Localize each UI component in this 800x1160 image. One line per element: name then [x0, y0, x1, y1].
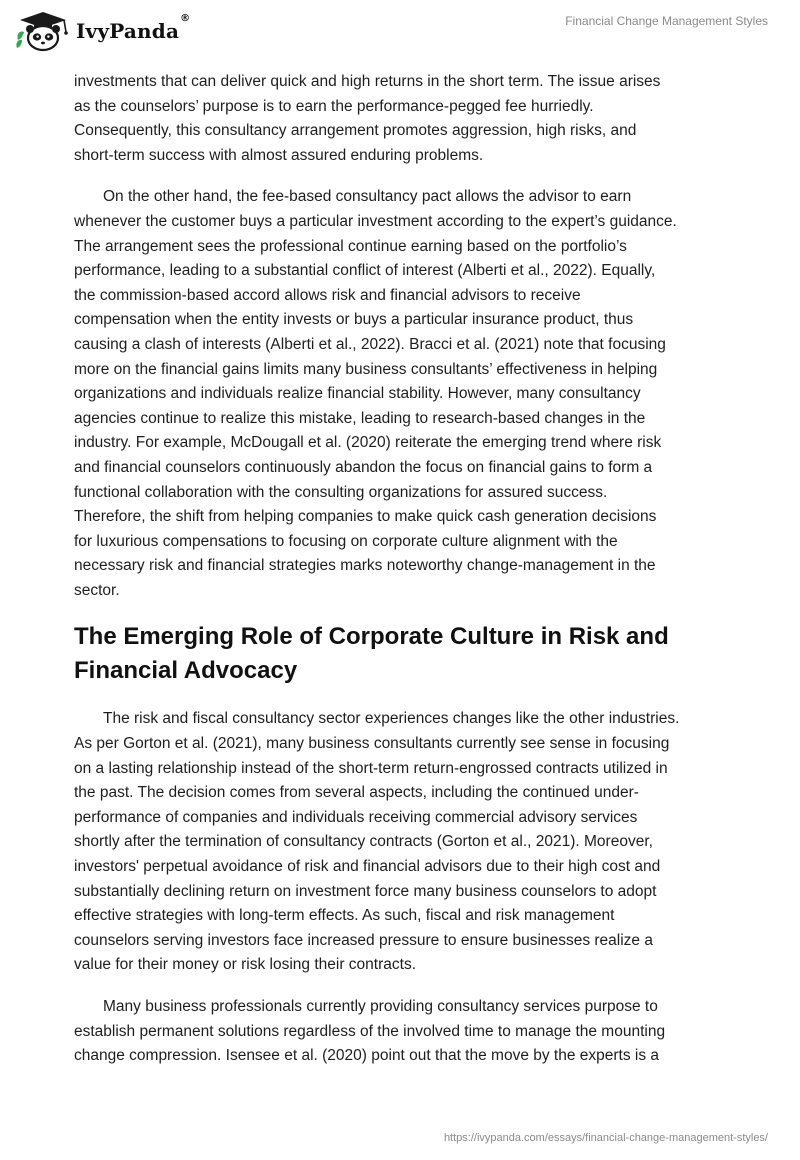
text-line: agencies continue to realize this mistake, leading to research-based changes in the: [74, 409, 646, 427]
text-line: investments that can deliver quick and high returns in the short term. The issue arises: [74, 73, 661, 90]
text-line: sector.: [74, 581, 120, 599]
text-line: Therefore, the shift from helping companies to make quick cash generation decisions: [74, 508, 657, 526]
text-line: counselors serving investors face increased pressure to ensure businesses realize a: [74, 931, 653, 949]
source-url-link[interactable]: https://ivypanda.com/essays/financial-change-management-styles/: [443, 1132, 768, 1144]
text-line: Many business professionals currently providing consultancy services purpose to: [103, 998, 658, 1015]
panda-graduate-icon: [14, 10, 72, 52]
text-line: organizations and individuals realize financial stability. However, many consultancy: [74, 385, 641, 403]
text-line: the past. The decision comes from several aspects, including the continued under-: [74, 784, 639, 802]
text-line: and financial counselors continuously abandon the focus on financial gains to form a: [74, 458, 653, 476]
document-title: Financial Change Management Styles: [565, 14, 768, 28]
text-line: short-term success with almost assured enduring problems.: [74, 146, 484, 164]
text-line: for luxurious compensations to focusing on corporate culture alignment with the: [74, 532, 618, 550]
heading-line: Financial Advocacy: [74, 657, 298, 685]
text-line: as the counselors’ purpose is to earn the performance-pegged fee hurriedly.: [74, 97, 594, 115]
page-header: [0, 0, 800, 60]
paragraph: [74, 185, 734, 603]
heading-line: The Emerging Role of Corporate Culture in Risk and: [74, 623, 669, 651]
text-line: As per Gorton et al. (2021), many business consultants currently see sense in focusing: [74, 735, 670, 753]
text-line: necessary risk and financial strategies marks noteworthy change-management in the: [74, 557, 656, 575]
text-line: on a lasting relationship instead of the short-term return-engrossed contracts utilized in: [74, 759, 668, 777]
text-line: more on the financial gains limits many business consultants’ effectiveness in helping: [74, 360, 658, 378]
text-line: change compression. Isensee et al. (2020) point out that the move by the experts is a: [74, 1047, 660, 1065]
text-line: industry. For example, McDougall et al. (2020) reiterate the emerging trend where risk: [74, 434, 662, 452]
text-line: The arrangement sees the professional continue earning based on the portfolio’s: [74, 237, 627, 255]
text-line: whenever the customer buys a particular investment according to the expert’s guidance.: [74, 212, 677, 230]
text-line: Consequently, this consultancy arrangement promotes aggression, high risks, and: [74, 122, 637, 140]
text-line: effective strategies with long-term effects. As such, fiscal and risk management: [74, 907, 615, 925]
text-line: the commission-based accord allows risk and financial advisors to receive: [74, 286, 581, 304]
text-line: The risk and fiscal consultancy sector experiences changes like the other industries.: [103, 710, 680, 728]
paragraph: [74, 70, 734, 168]
essay-body: [74, 70, 734, 1086]
text-line: On the other hand, the fee-based consultancy pact allows the advisor to earn: [103, 188, 632, 206]
text-line: causing a clash of interests (Alberti et al., 2022). Bracci et al. (2021) note that focusing: [74, 335, 666, 353]
text-line: investors' perpetual avoidance of risk and financial advisors due to their high cost and: [74, 858, 661, 876]
paragraph: [74, 995, 734, 1069]
text-line: performance, leading to a substantial conflict of interest (Alberti et al., 2022). Equally,: [74, 262, 656, 280]
brand-logo[interactable]: [14, 10, 190, 52]
text-line: substantially declining return on investment force many business counselors to adopt: [74, 882, 657, 900]
paragraph: [74, 707, 734, 978]
text-line: compensation when the entity invests or buys a particular insurance product, thus: [74, 311, 634, 329]
section-heading: [74, 620, 734, 688]
brand-name: IvyPanda®: [76, 13, 191, 43]
text-line: functional collaboration with the consulting organizations for assured success.: [74, 483, 608, 501]
text-line: value for their money or risk losing their contracts.: [74, 956, 416, 974]
text-line: performance of companies and individuals receiving commercial advisory services: [74, 808, 638, 826]
text-line: establish permanent solutions regardless of the involved time to manage the mounting: [74, 1022, 666, 1040]
text-line: shortly after the termination of consultancy contracts (Gorton et al., 2021). Moreover,: [74, 833, 653, 851]
